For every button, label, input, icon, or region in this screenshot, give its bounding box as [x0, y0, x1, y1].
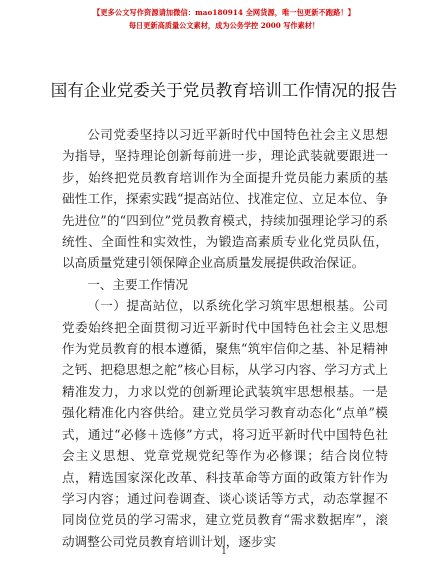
- promo-banner-line-2: 每日更新高质量公文素材，成为公务学控 2000 写作素材！: [128, 21, 320, 30]
- document-title: 国有企业党委关于党员教育培训工作情况的报告: [50, 81, 398, 100]
- section-paragraph: （一）提高站位，以系统化学习筑牢思想根基。公司党委始终把全面贯彻习近平新时代中国特色社会主义思想作为党员教育的根本遵循，聚焦“筑牢信仰之基、补足精神之钙、把稳思想之舵”核心目标，从学习内容、学习方式上精准发力，力求以党的创新理论武装筑牢思想根基。一是强化精准化内容供给。建立党员学习教育动态化“点单”模式，通过“必修＋选修”方式，将习近平新时代中国特色社会主义思想、党章党规党纪等作为必修课；结合岗位特点，精选国家深化改革、科技革命等方面的政策方针作为学习内容；通过问卷调查、谈心谈话等方式，动态掌握不同岗位党员的学习需求，建立党员教育“需求数据库”，滚动调整公司党员教育培训计划，逐步实: [62, 298, 388, 549]
- document-body: [62, 124, 388, 552]
- promo-banner-line-1: 【更多公文写作资源请加微信：mao180914 全网货源，唯一包更新不跑路！】: [93, 8, 355, 17]
- section-heading: 一、主要工作情况: [87, 276, 188, 292]
- promo-banner: [0, 6, 448, 32]
- intro-paragraph: 公司党委坚持以习近平新时代中国特色社会主义思想为指导，坚持理论创新每前进一步，理论武装就要跟进一步，始终把党员教育培训作为全面提升党员能力素质的基础性工作，探索实践“提高站位、找准定位、立足本位、争先进位”的“四到位”党员教育模式，持续加强理论学习的系统性、全面性和实效性，为锻造高素质专业化党员队伍，以高质量党建引领保障企业高质量发展提供政治保证。: [62, 127, 388, 271]
- page-number: 1: [221, 547, 227, 557]
